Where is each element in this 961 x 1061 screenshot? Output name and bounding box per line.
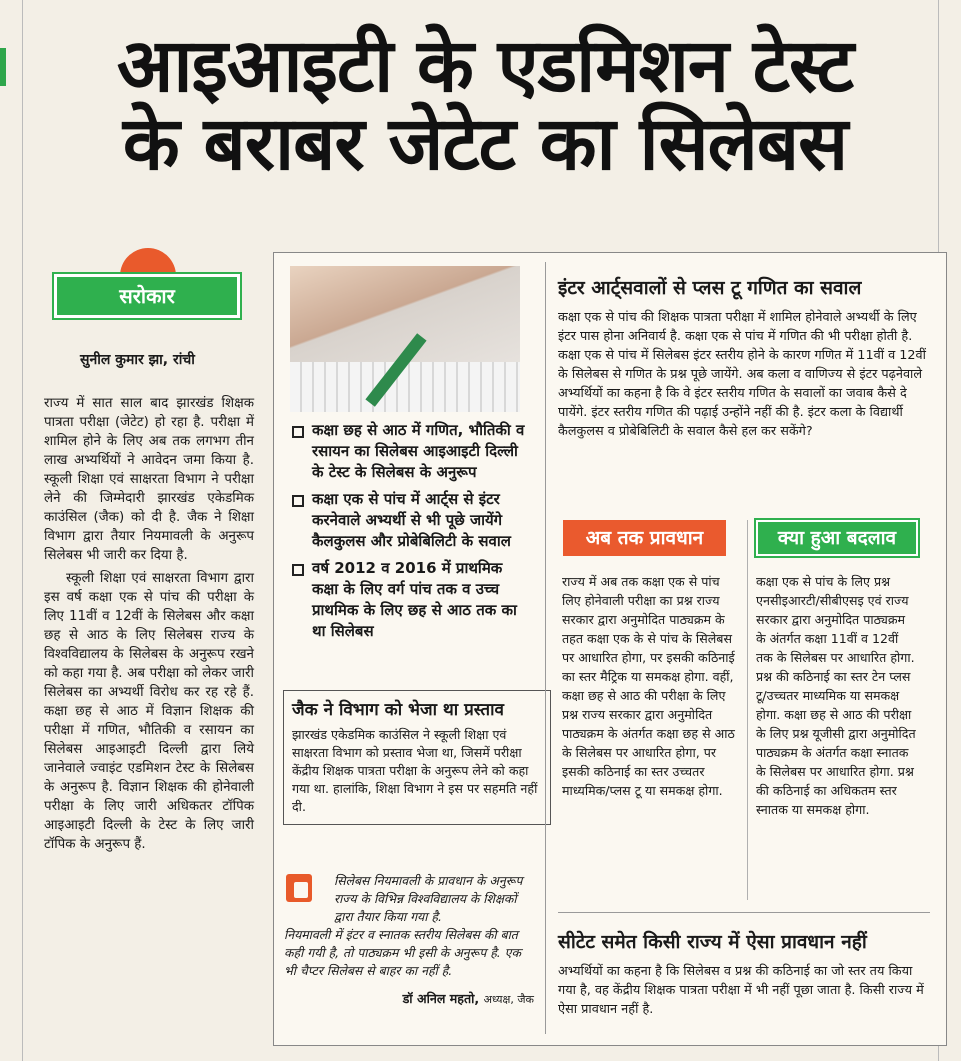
body-paragraph-2: स्कूली शिक्षा एवं साक्षरता विभाग द्वारा इस वर्ष कक्षा एक से पांच की परीक्षा के लिए 11वीं व 12वीं के सिलेबस और कक्षा छह से आठ के लिए सिलेबस राज्य के विश्वविद्यालय के सिलेबस के अनुरूप रखने को कहा गया है. अब परीक्षा को लेकर जारी सिलेबस का अभ्यर्थी विरोध कर रह रहे हैं. कक्षा छह से आठ में विज्ञान शिक्षक की परीक्षा में गणित, भौतिकी व रसायन का सिलेबस आइआइटी दिल्ली द्वारा लिये जानेवाले ज्वाइंट एडमिशन टेस्ट के सिलेबस के अनुरूप है. विज्ञान शिक्षक की होनेवाली परीक्षा के लिए जारी अधिकतर टॉपिक आइआइटी दिल्ली के टेस्ट के लिए जारी टॉपिक के अनुरूप हैं. xyxy=(44,571,254,852)
byline: सुनील कुमार झा, रांची xyxy=(80,352,195,368)
quote-author-name: डॉ अनिल महतो, xyxy=(402,991,480,1006)
bullet-item: कक्षा छह से आठ में गणित, भौतिकी व रसायन का सिलेबस आइआइटी दिल्ली के टेस्ट के सिलेबस के अनुरूप xyxy=(290,420,528,483)
column-tag: सरोकार xyxy=(54,274,240,318)
headline-line2: के बराबर जेटेट का सिलेबस xyxy=(122,100,848,187)
adjacent-column-left xyxy=(0,0,23,1061)
quote-text: नियमावली में इंटर व स्नातक स्तरीय सिलेबस की बात कही गयी है, तो पाठ्यक्रम भी इसी के अनुरूप है. एक भी चैप्टर सिलेबस से बाहर का नहीं है. xyxy=(284,927,522,978)
provision-change-label: क्या हुआ बदलाव xyxy=(756,520,918,556)
jac-proposal-box xyxy=(283,690,551,825)
highlight-bullets xyxy=(290,420,528,648)
bullet-item: वर्ष 2012 व 2016 में प्राथमिक कक्षा के लिए वर्ग पांच तक व उच्च प्राथमिक के लिए छह से आठ तक का था सिलेबस xyxy=(290,558,528,642)
exam-photo xyxy=(290,266,520,412)
body-paragraph-1: राज्य में सात साल बाद झारखंड शिक्षक पात्रता परीक्षा (जेटेट) हो रहा है. परीक्षा में शामिल होने के लिए अब तक लगभग तीन लाख अभ्यर्थियों ने आवेदन जमा किया है. स्कूली शिक्षा एवं साक्षरता विभाग ने परीक्षा लेने की जिम्मेदारी झारखंड एकेडमिक काउंसिल (जैक) को दी है. जैक ने शिक्षा विभाग द्वारा तैयार नियमावली के अनुरूप सिलेबस भी जारी कर दिया है. xyxy=(44,396,254,563)
quote-block xyxy=(284,872,534,1009)
subcolumn-divider xyxy=(747,520,748,900)
quote-author xyxy=(284,990,534,1009)
jac-box-text: झारखंड एकेडमिक काउंसिल ने स्कूली शिक्षा एवं साक्षरता विभाग को प्रस्ताव भेजा था, जिसमें परीक्षा केंद्रीय शिक्षक पात्रता परीक्षा के अनुरूप लेने को कहा गया था. हालांकि, शिक्षा विभाग ने इस पर सहमति नहीं दी. xyxy=(292,727,538,814)
ctet-section-text: अभ्यर्थियों का कहना है कि सिलेबस व प्रश्न की कठिनाई का जो स्तर तय किया गया है, वह केंद्रीय शिक्षक पात्रता परीक्षा में भी नहीं पूछा जाता है. किसी राज्य में ऐसा प्रावधान नहीं है. xyxy=(558,964,924,1017)
article-body xyxy=(44,394,254,858)
column-divider xyxy=(545,262,546,1034)
ctet-section xyxy=(558,928,930,1019)
adjacent-green-bar xyxy=(0,48,6,86)
quote-author-role: अध्यक्ष, जैक xyxy=(483,993,534,1006)
section-divider xyxy=(558,912,930,913)
provision-before-label: अब तक प्रावधान xyxy=(563,520,726,556)
quote-text-indented: सिलेबस नियमावली के प्रावधान के अनुरूप राज्य के विभिन्न विश्वविद्यालय के शिक्षकों द्वारा तैयार किया गया है. xyxy=(334,873,523,924)
headline xyxy=(40,23,930,187)
bullet-item: कक्षा एक से पांच में आर्ट्स से इंटर करनेवाले अभ्यर्थी से भी पूछे जायेंगे कैलकुलस और प्रोबेबिलिटी के सवाल xyxy=(290,489,528,552)
answer-sheet xyxy=(290,362,520,412)
quote-bubble-icon xyxy=(286,874,312,902)
sun-emblem-icon xyxy=(120,248,176,276)
provision-before-text: राज्य में अब तक कक्षा एक से पांच लिए होनेवाली परीक्षा का प्रश्न राज्य सरकार द्वारा अनुमोदित पाठ्यक्रम के तहत कक्षा एक के से पांच के सिलेबस पर आधारित होगा, पर इसकी कठिनाई का स्तर मैट्रिक या समकक्ष होगा. वहीं, कक्षा छह से आठ की परीक्षा के लिए प्रश्न राज्य सरकार द्वारा अनुमोदित पाठ्यक्रम के अंतर्गत कक्षा छह से आठ के सिलेबस पर आधारित होगा, पर इसकी कठिनाई का स्तर उच्चतर माध्यमिक/प्लस टू या समकक्ष होगा. xyxy=(562,574,735,798)
arts-section-text: कक्षा एक से पांच की शिक्षक पात्रता परीक्षा में शामिल होनेवाले अभ्यर्थी के लिए इंटर पास होना अनिवार्य है. कक्षा एक से पांच में गणित की भी परीक्षा होती है. कक्षा एक से पांच में सिलेबस इंटर स्तरीय होने के कारण गणित में 11वीं व 12वीं के सिलेबस से गणित के प्रश्न पूछे जायेंगे. अब कला व वाणिज्य से इंटर पढ़नेवाले अभ्यर्थियों का कहना है कि वे इंटर स्तरीय गणित के सवालों का जवाब कैसे दे पायेंगे. इंटर स्तरीय गणित की पढ़ाई उन्होंने नहीं की है. इंटर कला के विद्यार्थी कैलकुलस व प्रोबेबिलिटी के सवाल कैसे हल कर सकेंगे? xyxy=(558,310,926,439)
arts-section xyxy=(558,274,930,441)
jac-box-title: जैक ने विभाग को भेजा था प्रस्ताव xyxy=(292,700,504,720)
headline-line1: आइआइटी के एडमिशन टेस्ट xyxy=(116,23,854,109)
arts-section-title: इंटर आर्ट्सवालों से प्लस टू गणित का सवाल xyxy=(558,277,862,299)
ctet-section-title: सीटेट समेत किसी राज्य में ऐसा प्रावधान नहीं xyxy=(558,931,867,953)
provision-change-text: कक्षा एक से पांच के लिए प्रश्न एनसीइआरटी/सीबीएसइ एवं राज्य सरकार द्वारा अनुमोदित पाठ्यक्रम के अंतर्गत कक्षा 11वीं व 12वीं तक के सिलेबस पर आधारित होगा. प्रश्न की कठिनाई का स्तर टेन प्लस टू/उच्चतर माध्यमिक या समकक्ष होगा. कक्षा छह से आठ की परीक्षा के लिए प्रश्न यूजीसी द्वारा अनुमोदित पाठ्यक्रम के अंतर्गत कक्षा स्नातक के सिलेबस पर आधारित होगा. प्रश्न की कठिनाई का अधिकतम स्तर स्नातक या समकक्ष होगा. xyxy=(756,574,916,817)
